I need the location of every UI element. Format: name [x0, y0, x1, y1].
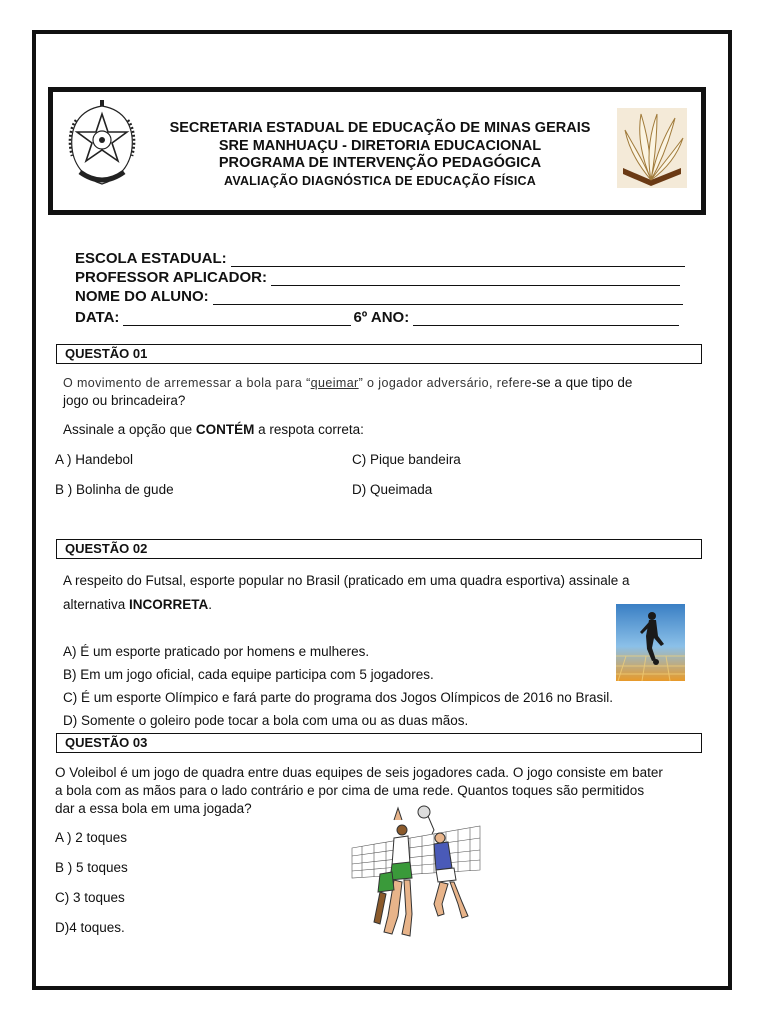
header-title-block	[140, 120, 620, 190]
q2-stem-bold: INCORRETA	[129, 597, 209, 612]
grade-blank[interactable]	[413, 311, 679, 326]
q3-stem-line-1: O Voleibol é um jogo de quadra entre duas equipes de seis jogadores cada. O jogo consiste em bater	[55, 765, 663, 780]
open-book-icon	[617, 108, 687, 188]
question-3-header	[56, 733, 702, 753]
date-label: DATA:	[75, 309, 120, 326]
q3-stem-line-2: a bola com as mãos para o lado contrário e por cima de uma rede. Quantos toques são permitidos	[55, 783, 645, 798]
date-blank[interactable]	[123, 311, 351, 326]
school-field[interactable]	[75, 250, 685, 267]
q3-stem-line-3: dar a essa bola em uma jogada?	[55, 801, 252, 816]
q2-stem-line-1: A respeito do Futsal, esporte popular no Brasil (praticado em uma quadra esportiva) assinale a	[63, 573, 630, 588]
q1-stem-part-c: -se a que tipo de	[531, 375, 633, 390]
date-grade-field[interactable]	[75, 309, 679, 326]
q1-option-b[interactable]: B ) Bolinha de gude	[55, 482, 174, 497]
q1-stem-line-2: jogo ou brincadeira?	[63, 393, 186, 408]
q3-option-a[interactable]: A ) 2 toques	[55, 830, 128, 845]
question-1-title: QUESTÃO 01	[65, 346, 148, 361]
question-2-header	[56, 539, 702, 559]
q2-stem-a: alternativa	[63, 597, 130, 612]
q2-option-b[interactable]: B) Em um jogo oficial, cada equipe participa com 5 jogadores.	[63, 667, 434, 682]
volleyball-players-image	[350, 804, 486, 946]
q1-instr-b: a respota correta:	[254, 422, 364, 437]
q1-option-d[interactable]: D) Queimada	[352, 482, 433, 497]
header-line-4: AVALIAÇÃO DIAGNÓSTICA DE EDUCAÇÃO FÍSICA	[224, 173, 536, 188]
q2-option-a[interactable]: A) É um esporte praticado por homens e mulheres.	[63, 644, 370, 659]
q1-instr-a: Assinale a opção que	[63, 422, 196, 437]
teacher-blank[interactable]	[271, 271, 680, 286]
question-2-options	[63, 640, 613, 732]
school-label: ESCOLA ESTADUAL:	[75, 250, 227, 267]
question-3-title: QUESTÃO 03	[65, 735, 148, 750]
header-line-1: SECRETARIA ESTADUAL DE EDUCAÇÃO DE MINAS GERAIS	[169, 120, 591, 136]
q1-option-c[interactable]: C) Pique bandeira	[352, 452, 461, 467]
teacher-label: PROFESSOR APLICADOR:	[75, 269, 267, 286]
student-name-field[interactable]	[75, 288, 683, 305]
q2-option-d[interactable]: D) Somente o goleiro pode tocar a bola com uma ou as duas mãos.	[63, 713, 469, 728]
header-line-2: SRE MANHUAÇU - DIRETORIA EDUCACIONAL	[218, 137, 542, 154]
q3-option-b[interactable]: B ) 5 toques	[55, 860, 128, 875]
teacher-field[interactable]	[75, 269, 680, 286]
futsal-player-image	[616, 604, 685, 681]
q3-option-d[interactable]: D)4 toques.	[55, 920, 125, 935]
grade-label: 6º ANO:	[353, 309, 410, 326]
state-crest-icon	[64, 98, 140, 192]
question-2-stem	[63, 569, 630, 617]
question-2-title: QUESTÃO 02	[65, 541, 148, 556]
school-blank[interactable]	[231, 252, 685, 267]
q1-instr-bold: CONTÉM	[195, 422, 255, 437]
student-name-label: NOME DO ALUNO:	[75, 288, 209, 305]
q2-stem-b: .	[208, 597, 213, 612]
q1-stem-word: queimar	[310, 376, 359, 390]
q1-stem-part-b: ” o jogador adversário, refere	[358, 376, 532, 390]
header-line-3: PROGRAMA DE INTERVENÇÃO PEDAGÓGICA	[218, 155, 542, 171]
q1-stem-part-a: O movimento de arremessar a bola para “	[63, 376, 311, 390]
question-1-instruction	[63, 421, 364, 439]
question-1-stem	[63, 374, 699, 410]
q1-option-a[interactable]: A ) Handebol	[55, 452, 134, 467]
student-name-blank[interactable]	[213, 290, 683, 305]
q3-option-c[interactable]: C) 3 toques	[55, 890, 125, 905]
question-1-header	[56, 344, 702, 364]
q2-option-c[interactable]: C) É um esporte Olímpico e fará parte do programa dos Jogos Olímpicos de 2016 no Brasil.	[63, 690, 614, 705]
